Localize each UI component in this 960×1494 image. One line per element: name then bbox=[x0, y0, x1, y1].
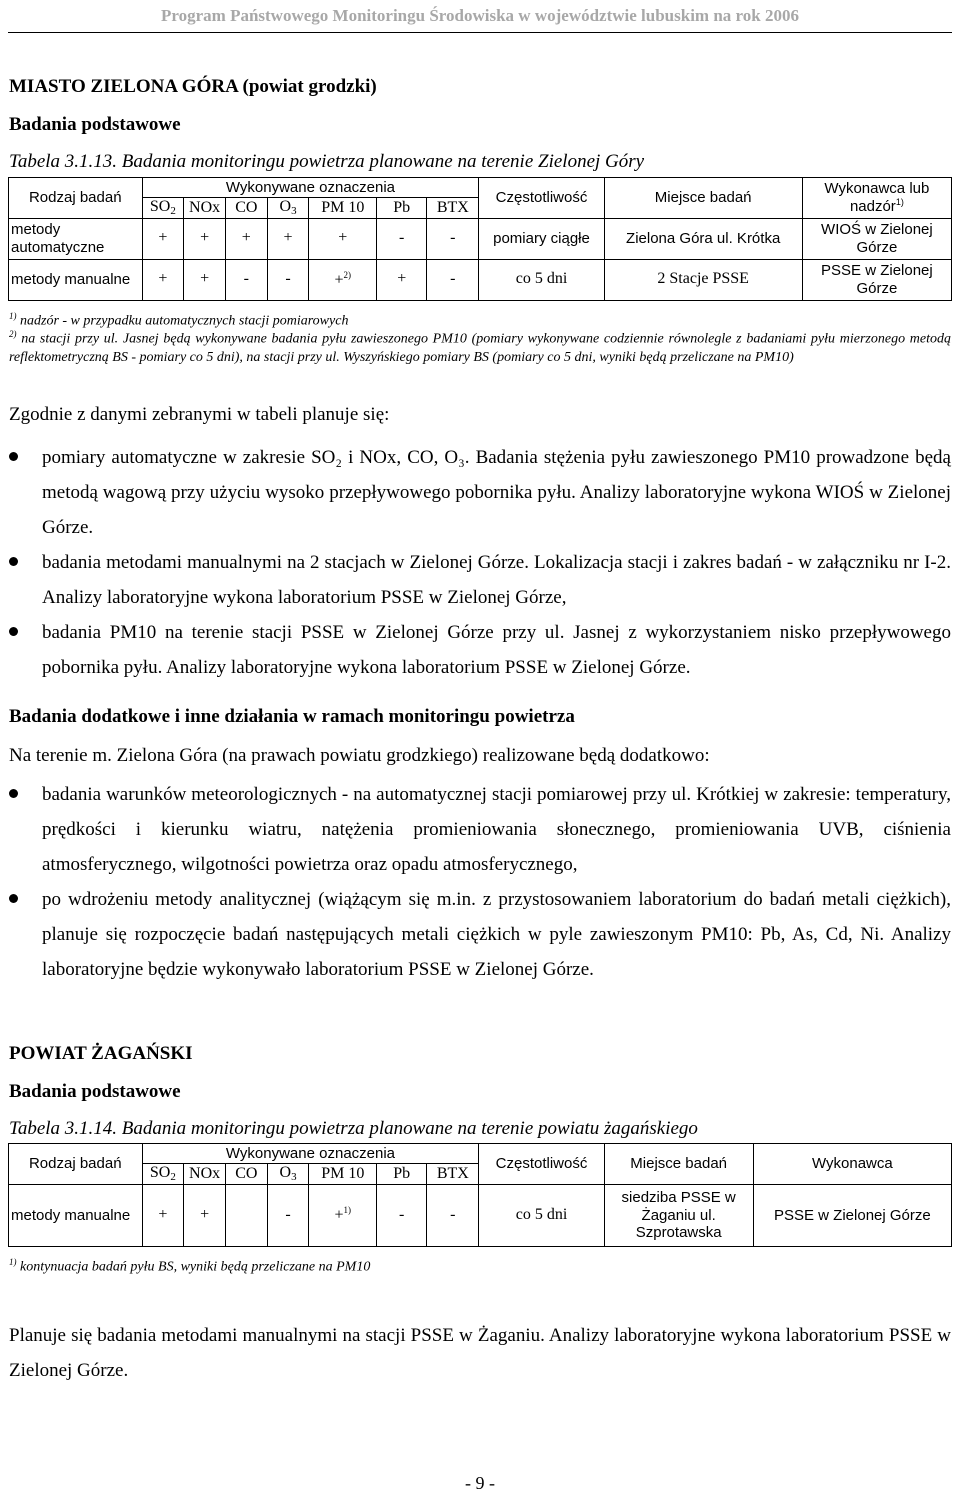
col-o3: $O_3$ bbox=[267, 1164, 309, 1185]
row-frequency: co 5 dni bbox=[479, 1184, 604, 1246]
table1-caption-text: Badania monitoringu powietrza planowane na terenie Zielonej Góry bbox=[121, 151, 645, 172]
row-frequency: pomiary ciągłe bbox=[479, 218, 604, 259]
col-header-miejsce: Miejsce badań bbox=[604, 178, 802, 219]
wykonawca-label: Wykonawca lub nadzór bbox=[824, 180, 930, 216]
cell: - bbox=[225, 259, 267, 300]
col-co: CO bbox=[225, 198, 267, 219]
col-header-czestotliwosc: Częstotliwość bbox=[479, 178, 604, 219]
closing-text: Planuje się badania metodami manualnymi na stacji PSSE w Żaganiu. Analizy laboratoryjne wykona laboratorium PSSE w Zielonej Górze. bbox=[9, 1325, 951, 1381]
col-so2: $SO_2$ bbox=[142, 198, 184, 219]
row-type: metody manualne bbox=[9, 259, 143, 300]
extra-intro: Na terenie m. Zielona Góra (na prawach powiatu grodzkiego) realizowane będą dodatkowo: bbox=[9, 745, 710, 766]
table1-footnote-2: $^{2)}$ na stacji przy ul. Jasnej będą wykonywane badania pyłu zawieszonego PM10 (pomiary wykonywane codziennie równolegle z badaniami pyłu mierzonego metodą reflektometryczną BS - pomiary co 5 dni), na stacji przy ul. Wyszyńskiego pomiary BS (pomiary co 5 dni, wyniki będą przeliczane na PM10) bbox=[9, 329, 952, 365]
col-header-miejsce: Miejsce badań bbox=[604, 1144, 753, 1185]
cell: + bbox=[184, 259, 226, 300]
extra-bullet-list bbox=[9, 777, 951, 987]
row-type: metody manualne bbox=[9, 1184, 143, 1246]
cell: + bbox=[377, 259, 427, 300]
col-btx: BTX bbox=[427, 198, 479, 219]
col-btx: BTX bbox=[427, 1164, 479, 1185]
cell: - bbox=[427, 1184, 479, 1246]
cell: - bbox=[267, 1184, 309, 1246]
table2-footnote-1: $^{1)}$ kontynuacja badań pyłu BS, wyniki będą przeliczane na PM10 bbox=[9, 1257, 371, 1275]
table2-caption bbox=[9, 1118, 951, 1140]
row-place: siedziba PSSE w Żaganiu ul. Szprotawska bbox=[604, 1184, 753, 1246]
cell: - bbox=[377, 1184, 427, 1246]
list-item: po wdrożeniu metody analitycznej (wiążącym się m.in. z przystosowaniem laboratorium do badań metali ciężkich), planuje się rozpoczęcie badań następujących metali ciężkich w pyle zawieszonym PM10: Pb, As, Cd, Ni. Analizy laboratoryjne będzie wykonywało laboratorium PSSE w Zielonej Górze. bbox=[9, 882, 951, 987]
col-header-wykonawca bbox=[802, 178, 951, 219]
table2-caption-text: Badania monitoringu powietrza planowane na terenie powiatu żagańskiego bbox=[121, 1118, 698, 1139]
header-divider bbox=[8, 32, 952, 33]
table1-caption-label: Tabela 3.1.13. bbox=[9, 151, 118, 172]
bullet-icon bbox=[9, 894, 18, 903]
cell: - bbox=[427, 259, 479, 300]
section2-subtitle: Badania podstawowe bbox=[9, 1081, 181, 1102]
table-row bbox=[9, 218, 952, 259]
row-executor: PSSE w Zielonej Górze bbox=[802, 259, 951, 300]
row-type: metody automatyczne bbox=[9, 218, 143, 259]
col-header-wykonywane: Wykonywane oznaczenia bbox=[142, 1144, 479, 1164]
page-header: Program Państwowego Monitoringu Środowiska w województwie lubuskim na rok 2006 bbox=[160, 6, 799, 25]
col-pb: Pb bbox=[377, 198, 427, 219]
table-row bbox=[9, 1184, 952, 1246]
cell: + bbox=[309, 218, 377, 259]
extra-title: Badania dodatkowe i inne działania w ramach monitoringu powietrza bbox=[9, 706, 575, 727]
col-o3: $O_3$ bbox=[267, 198, 309, 219]
table1-footnote-1: $^{1)}$ nadzór - w przypadku automatycznych stacji pomiarowych bbox=[9, 311, 349, 329]
cell: + bbox=[267, 218, 309, 259]
col-so2: $SO_2$ bbox=[142, 1164, 184, 1185]
cell: + bbox=[225, 218, 267, 259]
list-item: pomiary automatyczne w zakresie SO₂ i NOx, CO, O₃. Badania stężenia pyłu zawieszonego PM10 prowadzone będą metodą wagową przy użyciu wysoko przepływowego pobornika pyłu. Analizy laboratoryjne wykona WIOŚ w Zielonej Górze. bbox=[9, 440, 951, 545]
table-zielona-gora bbox=[8, 177, 952, 301]
table-row bbox=[9, 259, 952, 300]
col-co: CO bbox=[225, 1164, 267, 1185]
list-item: badania PM10 na terenie stacji PSSE w Zielonej Górze przy ul. Jasnej z wykorzystaniem nisko przepływowego pobornika pyłu. Analizy laboratoryjne wykona laboratorium PSSE w Zielonej Górze. bbox=[9, 615, 951, 685]
intro-text: Zgodnie z danymi zebranymi w tabeli planuje się: bbox=[9, 404, 390, 425]
cell: + bbox=[142, 218, 184, 259]
page-number: - 9 - bbox=[465, 1473, 495, 1493]
col-nox: NOx bbox=[184, 1164, 226, 1185]
col-header-wykonawca: Wykonawca bbox=[753, 1144, 951, 1185]
col-pb: Pb bbox=[377, 1164, 427, 1185]
col-pm10: PM 10 bbox=[309, 198, 377, 219]
cell: + bbox=[184, 1184, 226, 1246]
cell: + bbox=[142, 259, 184, 300]
row-executor: WIOŚ w Zielonej Górze bbox=[802, 218, 951, 259]
col-header-czestotliwosc: Częstotliwość bbox=[479, 1144, 604, 1185]
plan-bullet-list bbox=[9, 440, 951, 685]
bullet-icon bbox=[9, 557, 18, 566]
bullet-icon bbox=[9, 627, 18, 636]
cell: - bbox=[377, 218, 427, 259]
wykonawca-sup: 1) bbox=[895, 197, 904, 208]
cell: - bbox=[427, 218, 479, 259]
col-pm10: PM 10 bbox=[309, 1164, 377, 1185]
bullet-icon bbox=[9, 789, 18, 798]
row-frequency: co 5 dni bbox=[479, 259, 604, 300]
col-header-wykonywane: Wykonywane oznaczenia bbox=[142, 178, 479, 198]
table2-caption-label: Tabela 3.1.14. bbox=[9, 1118, 118, 1139]
cell: - bbox=[267, 259, 309, 300]
list-item: badania metodami manualnymi na 2 stacjach w Zielonej Górze. Lokalizacja stacji i zakres badań - w załączniku nr I-2. Analizy laboratoryjne wykona laboratorium PSSE w Zielonej Górze, bbox=[9, 545, 951, 615]
bullet-icon bbox=[9, 452, 18, 461]
list-item: badania warunków meteorologicznych - na automatycznej stacji pomiarowej przy ul. Krótkiej w zakresie: temperatury, prędkości i kierunku wiatru, natężenia promieniowania słonecznego, promieniowania UVB, ciśnienia atmosferycznego, wilgotności powietrza oraz opadu atmosferycznego, bbox=[9, 777, 951, 882]
cell: +$^{2)}$ bbox=[309, 259, 377, 300]
section2-title: POWIAT ŻAGAŃSKI bbox=[9, 1043, 193, 1064]
section1-title: MIASTO ZIELONA GÓRA (powiat grodzki) bbox=[9, 76, 377, 97]
cell: + bbox=[142, 1184, 184, 1246]
row-executor: PSSE w Zielonej Górze bbox=[753, 1184, 951, 1246]
cell: + bbox=[184, 218, 226, 259]
table1-caption bbox=[9, 151, 951, 173]
row-place: Zielona Góra ul. Krótka bbox=[604, 218, 802, 259]
col-nox: NOx bbox=[184, 198, 226, 219]
row-place: 2 Stacje PSSE bbox=[604, 259, 802, 300]
col-header-rodzaj: Rodzaj badań bbox=[9, 1144, 143, 1185]
table-zagan bbox=[8, 1143, 952, 1247]
section1-subtitle: Badania podstawowe bbox=[9, 114, 181, 135]
cell: +$^{1)}$ bbox=[309, 1184, 377, 1246]
cell bbox=[225, 1184, 267, 1246]
col-header-rodzaj: Rodzaj badań bbox=[9, 178, 143, 219]
